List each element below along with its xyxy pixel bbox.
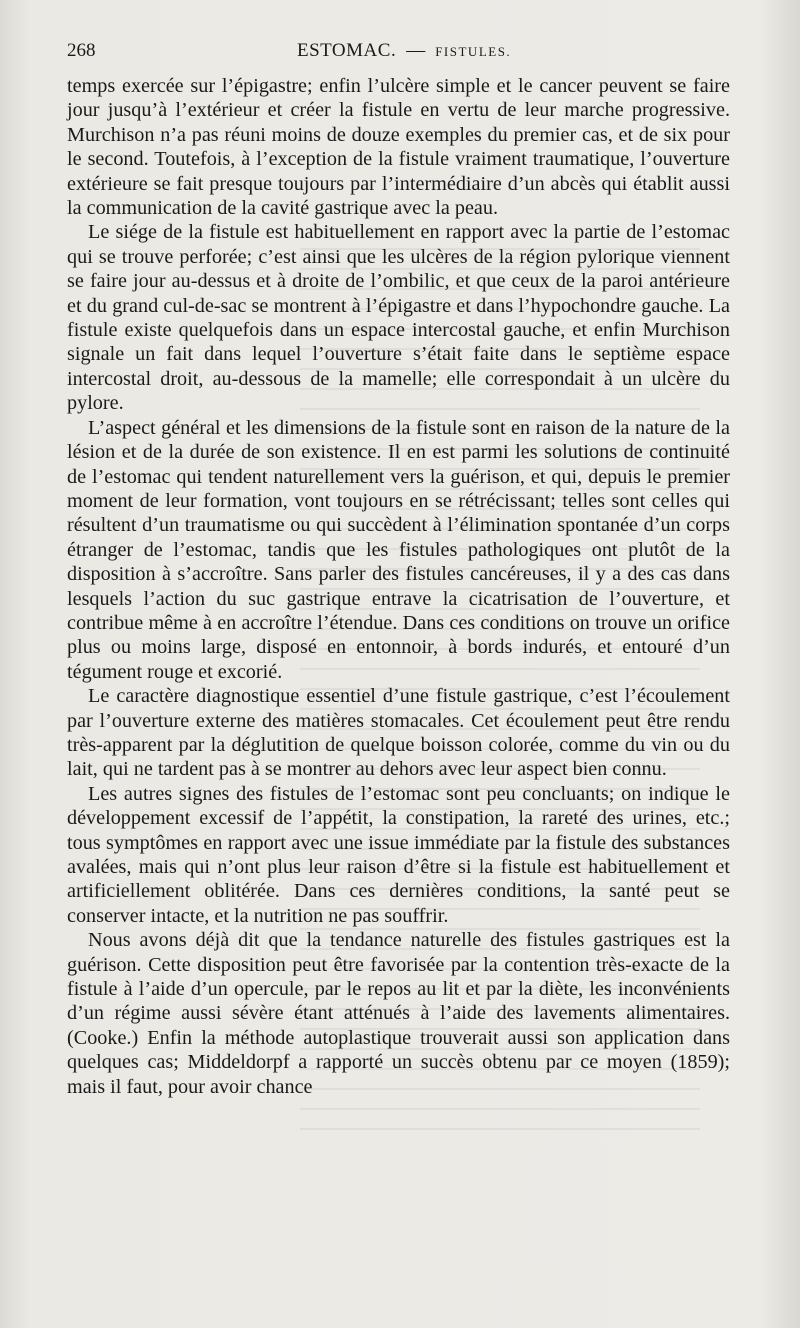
paragraph-1: temps exercée sur l’épigastre; enfin l’ulcère simple et le cancer peuvent se faire jour jusqu’à l’extérieur et créer la fistule en vertu de leur marche progressive. Murchison n’a pas réuni moins de douze exemples du premier cas, et de six pour le second. Toutefois, à l’exception de la fistule vraiment traumatique, l’ouverture extérieure se fait presque toujours par l’intermédiaire d’un abcès qui établit aussi la communication de la cavité gastrique avec la peau.	[67, 75, 730, 220]
page-number: 268	[67, 40, 96, 61]
paragraph-4: Le caractère diagnostique essentiel d’une fistule gastrique, c’est l’écoulement par l’ouverture externe des matières stomacales. Cet écoulement peut être rendu très-apparent par la déglutition de quelque boisson colorée, comme du vin ou du lait, qui ne tardent pas à se montrer au dehors avec leur aspect bien connu.	[67, 685, 730, 781]
chapter-title: ESTOMAC.	[297, 40, 397, 61]
paragraph-5: Les autres signes des fistules de l’estomac sont peu concluants; on indique le développement excessif de l’appétit, la constipation, la rareté des urines, etc.; tous symptômes en rapport avec une issue immédiate par la fistule des substances avalées, mais qui n’ont plus leur raison d’être si la fistule est habituellement et artificiellement oblitérée. Dans ces dernières conditions, la santé peut se conserver intacte, et la nutrition ne pas souffrir.	[67, 782, 730, 927]
paragraph-3: L’aspect général et les dimensions de la fistule sont en raison de la nature de la lésion et de la durée de son existence. Il en est parmi les solutions de continuité de l’estomac qui tendent naturellement vers la guérison, et qui, depuis le premier moment de leur formation, vont toujours en se rétrécissant; telles sont celles qui résultent d’un traumatisme ou qui succèdent à l’élimination spontanée d’un corps étranger de l’estomac, tandis que les fistules pathologiques ont plutôt de la disposition à s’accroître. Sans parler des fistules cancéreuses, il y a des cas dans lesquels l’action du suc gastrique entrave la cicatrisation de l’ouverture, et contribue même à en accroître l’étendue. Dans ces conditions on trouve un orifice plus ou moins large, disposé en entonnoir, à bords indurés, et entouré d’un tégument rouge et excorié.	[67, 416, 730, 683]
section-title: FISTULES.	[435, 44, 512, 59]
running-head	[67, 40, 730, 74]
paragraph-6: Nous avons déjà dit que la tendance naturelle des fistules gastriques est la guérison. Cette disposition peut être favorisée par la contention très-exacte de la fistule à l’aide d’un opercule, par le repos au lit et par la diète, les inconvénients d’un régime aussi sévère étant atténués à l’aide des lavements alimentaires. (Cooke.) Enfin la méthode autoplastique trouverait aussi son application dans quelques cas; Middeldorpf a rapporté un succès obtenu par ce moyen (1859); mais il faut, pour avoir chance	[67, 929, 730, 1098]
title-separator: —	[406, 40, 426, 61]
body-text	[67, 74, 730, 1099]
paragraph-2: Le siége de la fistule est habituellement en rapport avec la partie de l’estomac qui se trouve perforée; c’est ainsi que les ulcères de la région pylorique viennent se faire jour au-dessus et à droite de l’ombilic, et que ceux de la paroi antérieure et du grand cul-de-sac se montrent à l’épigastre et dans l’hypochondre gauche. La fistule existe quelquefois dans un espace intercostal gauche, et enfin Murchison signale un fait dans lequel l’ouverture s’était faite dans le septième espace intercostal droit, au-dessous de la mamelle; elle correspondait à un ulcère du pylore.	[67, 221, 730, 415]
